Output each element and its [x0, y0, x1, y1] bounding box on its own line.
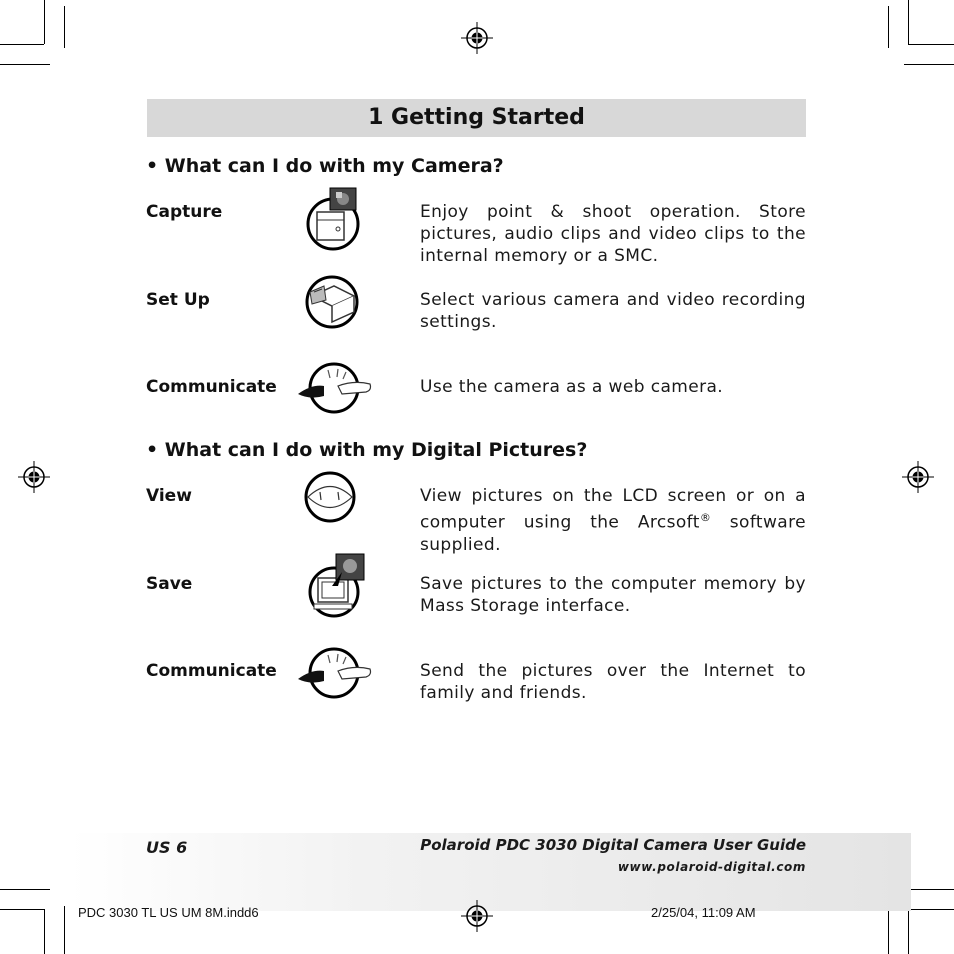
crop-mark [44, 909, 45, 954]
setup-icon [302, 274, 360, 330]
slug-datetime: 2/25/04, 11:09 AM [651, 905, 756, 920]
crop-mark [908, 909, 954, 910]
crop-mark [64, 6, 65, 48]
crop-mark [904, 64, 954, 65]
slug-filename-text: PDC 3030 TL US UM 8M.indd [78, 905, 252, 920]
registration-mark-icon [461, 22, 493, 54]
registration-mark-icon [902, 461, 934, 493]
page-title: 1 Getting Started [368, 105, 585, 130]
crop-mark [908, 909, 909, 954]
item-label-communicate-camera: Communicate [146, 377, 277, 397]
item-desc-capture: Enjoy point & shoot operation. Store pictures, audio clips and video clips to the internal memory or a SMC. [420, 202, 806, 266]
item-desc-save: Save pictures to the computer memory by Mass Storage interface. [420, 574, 806, 616]
item-desc-communicate-pictures: Send the pictures over the Internet to family and friends. [420, 661, 806, 703]
slug-filename [78, 905, 259, 920]
crop-mark [64, 906, 65, 954]
crop-mark [0, 909, 44, 910]
section-heading-pictures: • What can I do with my Digital Pictures? [146, 439, 588, 461]
item-desc-communicate-camera: Use the camera as a web camera. [420, 377, 724, 397]
crop-mark [0, 44, 44, 45]
registration-mark-icon [461, 900, 493, 932]
item-desc-setup: Select various camera and video recording settings. [420, 290, 806, 332]
save-icon [302, 552, 368, 620]
item-label-view: View [146, 486, 192, 506]
item-desc-view [420, 485, 806, 556]
item-label-communicate-pictures: Communicate [146, 661, 277, 681]
item-label-setup: Set Up [146, 290, 210, 310]
crop-mark [908, 44, 954, 45]
crop-mark [0, 64, 50, 65]
crop-mark [908, 0, 909, 44]
footer-url: www.polaroid-digital.com [617, 860, 806, 874]
item-label-capture: Capture [146, 202, 223, 222]
communicate-icon [294, 645, 374, 701]
item-desc-view-text: View pictures on the LCD screen or on a computer using the Arcsoft [420, 486, 806, 533]
view-icon [300, 470, 360, 524]
crop-mark [44, 0, 45, 44]
slug-page: 6 [251, 905, 259, 920]
capture-icon [300, 186, 362, 252]
crop-mark [888, 906, 889, 954]
communicate-icon [294, 360, 374, 416]
registered-mark: ® [699, 511, 712, 524]
registration-mark-icon [18, 461, 50, 493]
crop-mark [0, 889, 50, 890]
footer-page-number: US 6 [146, 838, 188, 857]
crop-mark [904, 889, 954, 890]
crop-mark [888, 6, 889, 48]
item-label-save: Save [146, 574, 193, 594]
footer-guide-title: Polaroid PDC 3030 Digital Camera User Guide [420, 836, 806, 854]
item-desc-view-text-end: software supplied. [420, 512, 806, 555]
section-heading-camera: • What can I do with my Camera? [146, 155, 504, 177]
